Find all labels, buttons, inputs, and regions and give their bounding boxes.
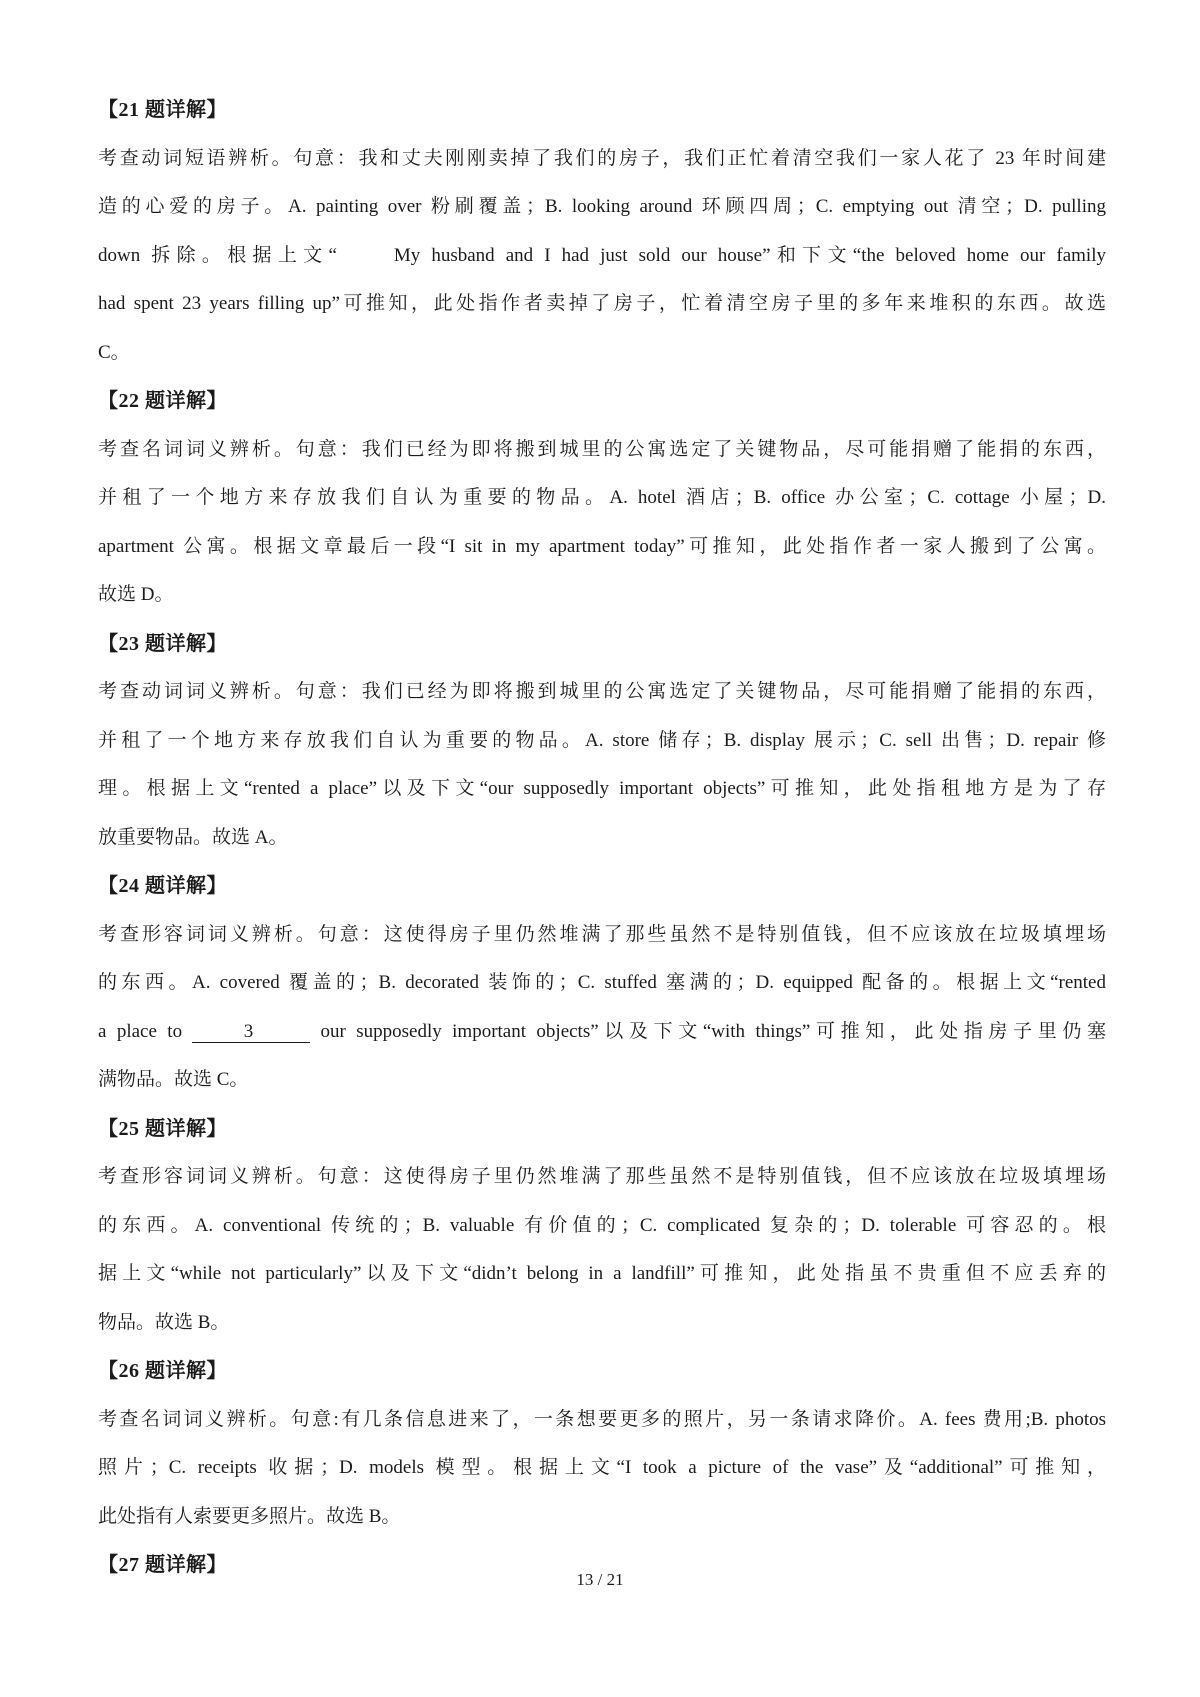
- section-paragraph: [98, 426, 1106, 620]
- answer-explanation-section: [98, 862, 1106, 1105]
- section-heading: 【22 题详解】: [98, 390, 227, 412]
- document-body: [98, 86, 1106, 1590]
- text-line: C。: [98, 341, 130, 363]
- section-paragraph: [98, 1396, 1106, 1542]
- text-line: 据上文“while not particularly”以及下文“didn’t belong in a landfill”可推知，此处指虽不贵重但不应丢弃的: [98, 1263, 1106, 1284]
- text-line: 考查形容词词义辨析。句意：这使得房子里仍然堆满了那些虽然不是特别值钱，但不应该放在垃圾填埋场: [98, 1166, 1106, 1187]
- section-paragraph: [98, 1153, 1106, 1347]
- text-line: had spent 23 years filling up”可推知，此处指作者卖掉了房子，忙着清空房子里的多年来堆积的东西。故选: [98, 293, 1106, 314]
- text-segment: our supposedly important objects”以及下文“with things”可推知，此处指房子里仍塞: [310, 1020, 1106, 1042]
- answer-explanation-section: [98, 620, 1106, 863]
- text-line: [98, 1008, 1106, 1057]
- text-line: 物品。故选 B。: [98, 1311, 230, 1333]
- section-heading: 【21 题详解】: [98, 99, 227, 121]
- section-heading: 【24 题详解】: [98, 875, 227, 897]
- text-line: 并租了一个地方来存放我们自认为重要的物品。A. store 储存；B. display 展示；C. sell 出售；D. repair 修: [98, 729, 1106, 751]
- text-segment: a place to: [98, 1020, 193, 1042]
- answer-explanation-section: [98, 86, 1106, 377]
- text-line: 考查动词词义辨析。句意：我们已经为即将搬到城里的公寓选定了关键物品，尽可能捐赠了能捐的东西，: [98, 681, 1106, 702]
- text-line: down 拆除。根据上文“ My husband and I had just sold our house”和下文“the beloved home our family: [98, 244, 1106, 266]
- section-paragraph: [98, 668, 1106, 862]
- text-line: apartment 公寓。根据文章最后一段“I sit in my apartment today”可推知，此处指作者一家人搬到了公寓。: [98, 535, 1106, 557]
- text-line: 的东西。A. covered 覆盖的；B. decorated 装饰的；C. stuffed 塞满的；D. equipped 配备的。根据上文“rented: [98, 972, 1106, 993]
- text-line: 理。根据上文“rented a place”以及下文“our supposedly important objects”可推知，此处指租地方是为了存: [98, 778, 1106, 799]
- fill-in-blank: 3: [194, 1020, 309, 1042]
- text-line: 故选 D。: [98, 584, 174, 605]
- text-line: 放重要物品。故选 A。: [98, 826, 288, 848]
- text-line: 造的心爱的房子。A. painting over 粉刷覆盖；B. looking around 环顾四周；C. emptying out 清空；D. pulling: [98, 196, 1106, 217]
- text-line: 考查名词词义辨析。句意:有几条信息进来了，一条想要更多的照片，另一条请求降价。A. fees 费用;B. photos: [98, 1408, 1106, 1430]
- page-number: 13 / 21: [576, 1570, 624, 1589]
- text-line: 满物品。故选 C。: [98, 1069, 249, 1090]
- section-paragraph: [98, 135, 1106, 378]
- section-paragraph: [98, 911, 1106, 1105]
- text-line: 考查形容词词义辨析。句意：这使得房子里仍然堆满了那些虽然不是特别值钱，但不应该放在垃圾填埋场: [98, 923, 1106, 945]
- text-line: 的东西。A. conventional 传统的；B. valuable 有价值的；C. complicated 复杂的；D. tolerable 可容忍的。根: [98, 1214, 1106, 1236]
- section-heading: 【23 题详解】: [98, 632, 227, 655]
- section-heading: 【26 题详解】: [98, 1360, 227, 1382]
- text-line: 此处指有人索要更多照片。故选 B。: [98, 1505, 401, 1527]
- section-heading: 【27 题详解】: [98, 1554, 227, 1576]
- text-line: 考查动词短语辨析。句意：我和丈夫刚刚卖掉了我们的房子，我们正忙着清空我们一家人花了 23 年时间建: [98, 147, 1106, 169]
- text-line: 照片；C. receipts 收据；D. models 模型。根据上文“I took a picture of the vase”及“additional”可推知，: [98, 1457, 1106, 1478]
- answer-explanation-section: [98, 377, 1106, 620]
- text-line: 考查名词词义辨析。句意：我们已经为即将搬到城里的公寓选定了关键物品，尽可能捐赠了能捐的东西，: [98, 438, 1106, 460]
- answer-explanation-section: [98, 1105, 1106, 1348]
- section-heading: 【25 题详解】: [98, 1117, 227, 1140]
- text-line: 并租了一个地方来存放我们自认为重要的物品。A. hotel 酒店；B. office 办公室；C. cottage 小屋；D.: [98, 487, 1106, 508]
- answer-explanation-section: [98, 1347, 1106, 1541]
